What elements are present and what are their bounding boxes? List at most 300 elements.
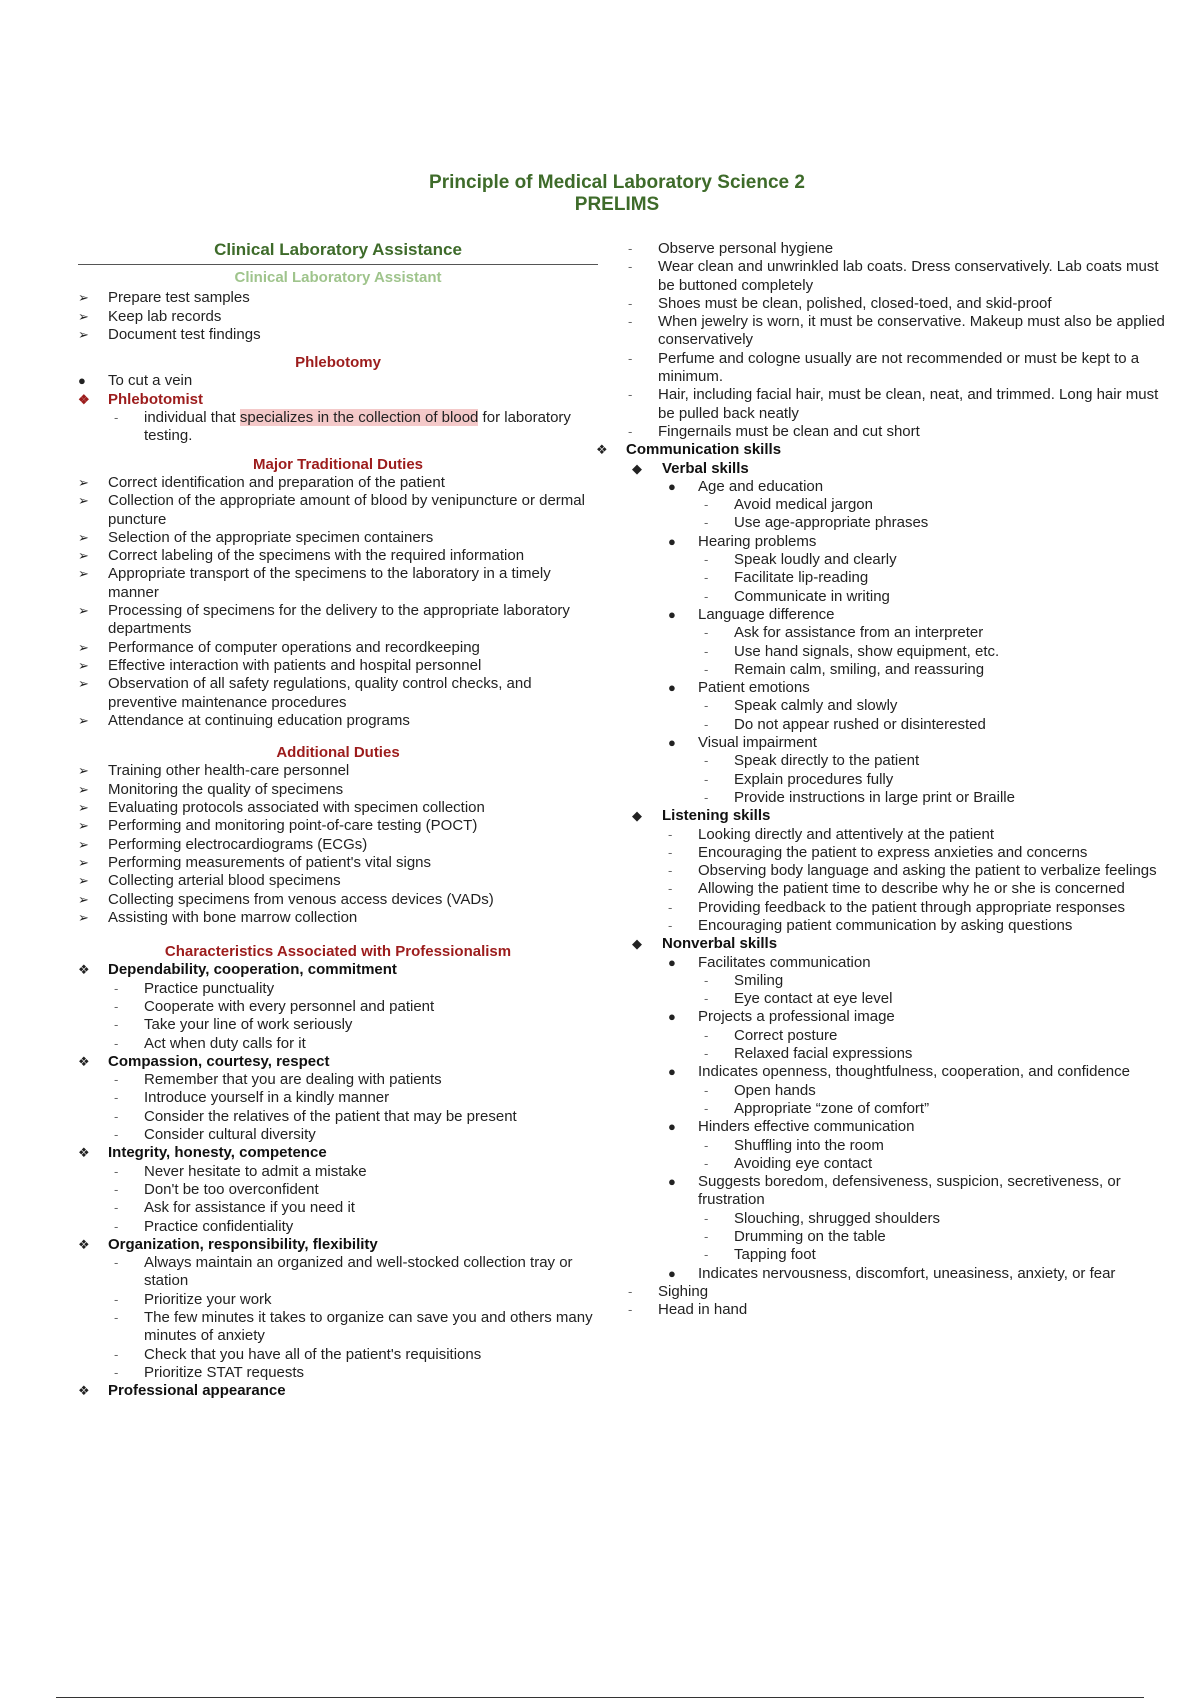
list-item-text: Fingernails must be clean and cut short [658,422,920,440]
arrow-bullet-icon: ➢ [78,493,89,509]
list-item [632,606,1172,624]
list-item-text: Observe personal hygiene [658,240,834,257]
list-item [632,1137,1172,1155]
dash-icon: - [114,1127,119,1143]
list-item [632,551,1172,569]
list-item [632,533,1172,551]
list-item [78,836,598,854]
list-item [628,240,1172,258]
arrow-bullet-icon: ➢ [78,781,89,797]
list-item-text: Indicates nervousness, discomfort, uneasiness, anxiety, or fear [698,1264,1116,1282]
list-item [78,817,598,835]
list-item [78,799,598,817]
major-duties-list [78,474,598,730]
list-item-text: Speak calmly and slowly [734,697,898,715]
list-item-text: Cooperate with every personnel and patient [144,997,435,1015]
bullet-icon: ● [668,1265,676,1281]
black-diamond-icon: ◆ [632,936,642,952]
list-item-text: Organization, responsibility, flexibility [108,1235,378,1253]
list-item-text: Monitoring the quality of specimens [108,780,344,798]
dash-icon: - [704,1027,709,1043]
list-item-text: Slouching, shrugged shoulders [734,1209,940,1227]
list-item [78,529,598,547]
list-item-text: Suggests boredom, defensiveness, suspicion, secretiveness, or frustration [698,1173,1121,1209]
list-item [628,350,1172,387]
dash-icon: - [704,771,709,787]
list-item-text: Explain procedures fully [734,770,894,788]
list-item [78,1053,598,1071]
list-item-text: Remain calm, smiling, and reassuring [734,660,985,678]
list-item [78,1144,598,1162]
list-item-text: Allowing the patient time to describe why he or she is concerned [698,880,1125,898]
list-item-text: Speak directly to the patient [734,752,920,770]
arrow-bullet-icon: ➢ [78,763,89,779]
dash-icon: - [704,625,709,641]
list-item [632,643,1172,661]
dash-icon: - [704,1137,709,1153]
diamond-bullet-icon: ❖ [596,442,608,458]
list-item-text: Training other health-care personnel [108,762,350,780]
dash-icon: - [668,826,673,842]
list-item [632,478,1172,496]
right-column [596,240,1172,1320]
list-item [632,1045,1172,1063]
bullet-icon: ● [668,1174,676,1190]
dash-icon: - [114,1200,119,1216]
list-item-text: Practice punctuality [144,979,275,997]
list-item-text: Correct posture [734,1026,838,1044]
bullet-icon: ● [78,373,86,389]
list-item-text: Drumming on the table [734,1228,886,1246]
list-item [632,844,1172,862]
diamond-bullet-icon: ❖ [78,1053,90,1069]
list-item-text: Hinders effective communication [698,1118,915,1136]
list-item-text: Providing feedback to the patient through appropriate responses [698,898,1125,916]
list-item [632,661,1172,679]
section-title: Clinical Laboratory Assistance [214,240,462,259]
bullet-icon: ● [668,1119,676,1135]
list-item-text: Document test findings [108,325,261,343]
bullet-icon: ● [668,954,676,970]
dash-icon: - [114,1163,119,1179]
list-item [632,1228,1172,1246]
professionalism-heading: Characteristics Associated with Professionalism [164,943,512,961]
list-item-text: Consider the relatives of the patient that may be present [144,1107,517,1125]
list-item-text: Use hand signals, show equipment, etc. [734,642,1000,660]
dash-icon: - [704,1082,709,1098]
list-item-text: Hearing problems [698,532,817,550]
dash-icon: - [114,1035,119,1051]
arrow-bullet-icon: ➢ [78,308,89,324]
left-column [78,240,598,1401]
dash-icon: - [114,1346,119,1362]
trailing-list [628,1282,1172,1320]
diamond-bullet-icon: ❖ [78,1383,90,1399]
list-item-text: Speak loudly and clearly [734,551,897,569]
arrow-bullet-icon: ➢ [78,800,89,816]
diamond-bullet-icon: ❖ [78,1145,90,1161]
arrow-bullet-icon: ➢ [78,529,89,545]
list-item [632,1173,1172,1210]
dash-icon: - [704,1247,709,1263]
verbal-heading-item: ◆ Verbal skills [632,459,749,477]
dash-icon: - [704,588,709,604]
dash-icon: - [628,259,633,275]
dash-icon: - [628,241,633,256]
list-item [78,289,598,307]
list-item-text: When jewelry is worn, it must be conservative. Makeup must also be applied conservatively [658,313,1165,349]
list-item [78,657,598,675]
black-diamond-icon: ◆ [632,460,642,476]
dash-icon: - [628,314,633,330]
list-item [632,1265,1172,1283]
definition-item: - individual that specializes in the collection of blood for laboratory testing. [114,409,571,445]
dash-icon: - [704,972,709,988]
list-item [632,880,1172,898]
diamond-bullet-icon: ❖ [78,1236,90,1252]
list-item-text: Evaluating protocols associated with specimen collection [108,799,485,817]
list-item-text: Ask for assistance if you need it [144,1199,355,1217]
arrow-bullet-icon: ➢ [78,873,89,889]
list-item [78,1163,598,1181]
list-item-text: Take your line of work seriously [144,1016,353,1034]
list-item-text: Wear clean and unwrinkled lab coats. Dress conservatively. Lab coats must be buttoned completely [658,258,1159,294]
dash-icon: - [114,1108,119,1124]
dash-icon: - [114,1017,119,1033]
list-item-text: Avoiding eye contact [734,1154,873,1172]
list-item-text: Always maintain an organized and well-stocked collection tray or station [144,1254,573,1290]
list-item-text: Assisting with bone marrow collection [108,908,358,926]
arrow-bullet-icon: ➢ [78,676,89,692]
list-item: ● To cut a vein [78,372,193,390]
list-item-text: Projects a professional image [698,1008,895,1026]
list-item-text: Correct labeling of the specimens with the required information [108,547,525,565]
dash-icon: - [668,863,673,879]
list-item-text: Open hands [734,1081,816,1099]
list-item [78,1364,598,1382]
list-item-text: Observing body language and asking the patient to verbalize feelings [698,862,1157,880]
list-item [632,826,1172,844]
list-item [78,675,598,712]
dash-icon: - [668,899,673,915]
document-title: Principle of Medical Laboratory Science 2 [429,172,805,193]
phlebotomy-heading: Phlebotomy [295,354,381,372]
list-item-text: Collection of the appropriate amount of blood by venipuncture or dermal puncture [108,492,585,528]
list-item-text: Language difference [698,605,835,623]
dash-icon: - [628,350,633,366]
list-item-text: Performing measurements of patient's vital signs [108,853,432,871]
additional-duties-heading: Additional Duties [276,744,400,762]
list-item [78,1108,598,1126]
arrow-bullet-icon: ➢ [78,712,89,728]
list-item [628,1283,1172,1301]
list-item [632,1246,1172,1264]
dash-icon: - [704,552,709,568]
list-item [78,998,598,1016]
list-item [632,569,1172,587]
list-item [632,734,1172,752]
list-item-text: Ask for assistance from an interpreter [734,624,984,642]
list-item-text: Processing of specimens for the delivery to the appropriate laboratory departments [108,602,570,638]
list-item-text: Facilitates communication [698,953,871,971]
list-item [78,1218,598,1236]
dash-icon: - [704,643,709,659]
list-item [632,862,1172,880]
section-divider [78,264,598,265]
list-item-text: Appropriate transport of the specimens to the laboratory in a timely manner [108,565,551,601]
list-item [632,1118,1172,1136]
arrow-bullet-icon: ➢ [78,566,89,582]
dash-icon: - [704,1155,709,1171]
dash-icon: - [704,661,709,677]
list-item [632,514,1172,532]
list-item [78,1254,598,1291]
list-item-text: Remember that you are dealing with patients [144,1071,442,1089]
dash-icon: - [628,387,633,403]
list-item [628,313,1172,350]
list-item [628,1301,1172,1319]
list-item [78,980,598,998]
list-item [632,679,1172,697]
list-item-text: Collecting specimens from venous access devices (VADs) [108,890,494,908]
list-item-text: Selection of the appropriate specimen containers [108,528,434,546]
diamond-bullet-icon: ❖ [78,391,90,407]
list-item-text: Eye contact at eye level [734,990,893,1008]
bullet-icon: ● [668,1064,676,1080]
dash-icon: - [114,1310,119,1326]
dash-icon: - [704,789,709,805]
list-item [78,1181,598,1199]
list-item [628,295,1172,313]
list-item [78,1199,598,1217]
list-item [628,423,1172,441]
bullet-icon: ● [668,1009,676,1025]
list-item [78,1291,598,1309]
list-item-text: Appropriate “zone of comfort” [734,1099,930,1117]
list-item [78,492,598,529]
dash-icon: - [668,917,673,933]
list-item [632,990,1172,1008]
phlebotomist-term: Phlebotomist [108,390,204,408]
professionalism-list [78,961,598,1400]
list-item [78,391,598,409]
list-item [78,308,598,326]
additional-duties-list [78,762,598,927]
list-item-text: Performing electrocardiograms (ECGs) [108,835,368,853]
dash-icon: - [114,1218,119,1234]
list-item-text: Never hesitate to admit a mistake [144,1162,367,1180]
arrow-bullet-icon: ➢ [78,891,89,907]
list-item-text: Prioritize STAT requests [144,1363,305,1381]
list-item-text: Act when duty calls for it [144,1034,306,1052]
list-item [78,762,598,780]
list-item-text: Practice confidentiality [144,1217,294,1235]
arrow-bullet-icon: ➢ [78,603,89,619]
list-item-text: Smiling [734,971,784,989]
list-item [632,496,1172,514]
list-item-text: Sighing [658,1282,709,1300]
list-item [632,588,1172,606]
list-item-text: Keep lab records [108,307,222,325]
list-item-text: Visual impairment [698,734,817,752]
list-item [632,1100,1172,1118]
arrow-bullet-icon: ➢ [78,639,89,655]
dash-icon: - [628,1283,633,1299]
list-item-text: Head in hand [658,1301,748,1319]
list-item-text: Age and education [698,477,824,495]
dash-icon: - [704,991,709,1007]
dash-icon: - [114,1255,119,1271]
list-item-text: Indicates openness, thoughtfulness, cooperation, and confidence [698,1063,1130,1081]
list-item-text: Consider cultural diversity [144,1126,316,1144]
list-item [78,547,598,565]
dash-icon: - [628,1302,633,1318]
dash-icon: - [704,1100,709,1116]
list-item-text: Provide instructions in large print or Braille [734,788,1015,806]
highlighted-text: specializes in the collection of blood [239,409,479,427]
list-item [632,697,1172,715]
arrow-bullet-icon: ➢ [78,836,89,852]
dash-icon: - [704,570,709,586]
list-item [632,1063,1172,1081]
list-item [78,781,598,799]
bullet-icon: ● [668,735,676,751]
list-item-text: Encouraging the patient to express anxieties and concerns [698,843,1088,861]
list-item-text: Prioritize your work [144,1290,272,1308]
arrow-bullet-icon: ➢ [78,909,89,925]
list-item-text: Relaxed facial expressions [734,1045,913,1063]
list-item [78,854,598,872]
list-item-text: Use age-appropriate phrases [734,514,929,532]
verbal-skills-list [632,478,1172,807]
arrow-bullet-icon: ➢ [78,548,89,564]
list-item-text: Dependability, cooperation, commitment [108,961,397,979]
list-item-text: Observation of all safety regulations, quality control checks, and preventive maintenance procedures [108,675,532,711]
dash-icon: - [704,497,709,513]
list-item [78,326,598,344]
list-item [632,1082,1172,1100]
list-item-text: Effective interaction with patients and hospital personnel [108,656,482,674]
list-item [628,258,1172,295]
list-item-text: Introduce yourself in a kindly manner [144,1089,390,1107]
list-item-text: Professional appearance [108,1382,286,1400]
listening-skills-list [632,826,1172,936]
list-item [78,891,598,909]
dash-icon: - [114,1291,119,1307]
dash-icon: - [114,1181,119,1197]
dash-icon: - [114,998,119,1014]
list-item-text: Looking directly and attentively at the patient [698,825,995,843]
list-item [78,961,598,979]
listening-heading-item: ◆ Listening skills [632,807,771,825]
diamond-bullet-icon: ❖ [78,962,90,978]
bullet-icon: ● [668,606,676,622]
list-item-text: Integrity, honesty, competence [108,1144,327,1162]
arrow-bullet-icon: ➢ [78,854,89,870]
dash-icon: - [704,716,709,732]
list-item-text: Facilitate lip-reading [734,569,869,587]
dash-icon: - [704,1229,709,1245]
list-item [632,1155,1172,1173]
list-item-text: Correct identification and preparation of the patient [108,473,445,491]
list-item [632,1210,1172,1228]
list-item [78,872,598,890]
list-item-text: Attendance at continuing education programs [108,711,410,729]
bullet-icon: ● [668,478,676,494]
footer-divider [56,1697,1144,1698]
list-item [628,386,1172,423]
list-item [78,639,598,657]
list-item-text: Encouraging patient communication by asking questions [698,916,1073,934]
document-subtitle: PRELIMS [574,194,660,215]
list-item [78,565,598,602]
major-duties-heading: Major Traditional Duties [252,455,424,473]
list-item [78,1126,598,1144]
dash-icon: - [704,698,709,714]
list-item [78,1236,598,1254]
arrow-bullet-icon: ➢ [78,818,89,834]
dash-icon: - [628,295,633,311]
dash-icon: - [704,1210,709,1226]
list-item [632,752,1172,770]
dash-icon: - [114,1364,119,1380]
dash-icon: - [114,1090,119,1106]
list-item-text: Compassion, courtesy, respect [108,1052,330,1070]
list-item [78,1382,598,1400]
nonverbal-heading-item: ◆ Nonverbal skills [632,935,778,953]
list-item [632,624,1172,642]
arrow-bullet-icon: ➢ [78,474,89,490]
list-item [78,1309,598,1346]
list-item-text: Perfume and cologne usually are not recommended or must be kept to a minimum. [658,349,1140,386]
dash-icon: - [668,844,673,860]
dash-icon: - [704,515,709,531]
list-item [78,474,598,492]
section-subtitle: Clinical Laboratory Assistant [234,269,442,286]
list-item-text: Performing and monitoring point-of-care testing (POCT) [108,817,478,835]
arrow-bullet-icon: ➢ [78,657,89,673]
list-item-text: Shoes must be clean, polished, closed-toed, and skid-proof [658,294,1052,312]
list-item [78,1071,598,1089]
list-item [632,716,1172,734]
list-item [632,954,1172,972]
dash-icon: - [628,423,633,439]
list-item [632,771,1172,789]
arrow-bullet-icon: ➢ [78,326,89,342]
dash-icon: - [668,881,673,897]
bullet-icon: ● [668,680,676,696]
list-item [632,1008,1172,1026]
list-item-text: Avoid medical jargon [734,496,873,514]
bullet-icon: ● [668,533,676,549]
list-item [78,909,598,927]
black-diamond-icon: ◆ [632,808,642,824]
list-item [78,1035,598,1053]
list-item-text: Shuffling into the room [734,1136,884,1154]
list-item-text: Check that you have all of the patient's requisitions [144,1345,482,1363]
list-item-text: Tapping foot [734,1246,816,1264]
nonverbal-skills-list [632,954,1172,1283]
list-item [78,1016,598,1034]
appearance-list [628,240,1172,441]
list-item [78,602,598,639]
list-item-text: Do not appear rushed or disinterested [734,715,986,733]
list-item-text: Patient emotions [698,679,810,697]
list-item [632,972,1172,990]
list-item [632,789,1172,807]
list-item [632,899,1172,917]
dash-icon: - [114,980,119,996]
